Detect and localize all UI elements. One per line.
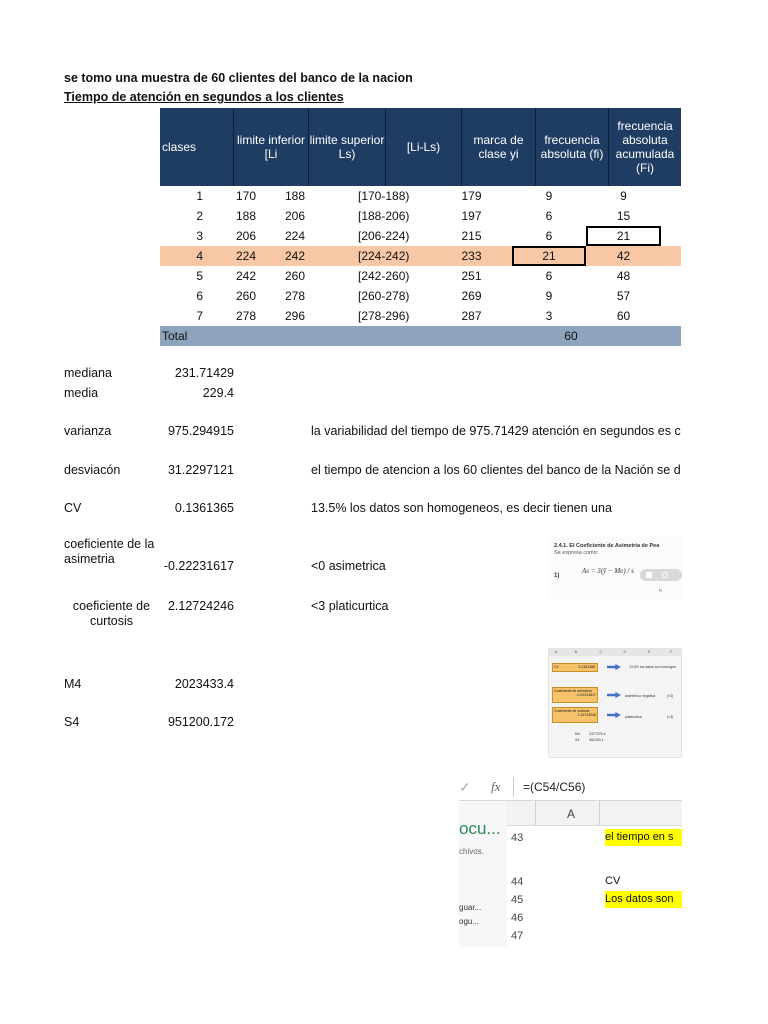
cell-intervalo: [260-278): [358, 289, 410, 303]
mini-m4-label: M4: [575, 732, 580, 736]
mini-col-b: B: [574, 649, 578, 654]
cell-limite-superior: 206: [285, 209, 306, 223]
mediana-value: 231.71429: [174, 366, 234, 380]
side-panel-item-2[interactable]: ogu...: [459, 917, 480, 926]
header-divider: [535, 801, 536, 825]
pause-icon: [646, 572, 652, 578]
cv-value: 0.1361365: [174, 501, 234, 515]
cell-limite-superior: 278: [285, 289, 306, 303]
s4-value: 951200.172: [167, 715, 234, 729]
cell-marca-clase: 179: [461, 189, 482, 203]
excel-row: [507, 909, 682, 927]
excel-row: [507, 891, 682, 909]
desviacion-note: el tiempo de atencion a los 60 clientes del banco de la Nación se d: [311, 463, 681, 477]
cell-frecuencia-acumulada: 15: [616, 209, 631, 223]
formula-expression: As = 3(ȳ − Me) / s: [582, 567, 634, 575]
cell-frecuencia-acumulada: 57: [616, 289, 631, 303]
excel-rows: [507, 825, 682, 947]
cell-intervalo: [206-224): [358, 229, 410, 243]
cell-marca-clase: 197: [461, 209, 482, 223]
cell-frecuencia-acumulada: 9: [620, 189, 627, 203]
cell-marca-clase: 215: [461, 229, 482, 243]
cell-limite-inferior: 260: [236, 289, 257, 303]
mini-curt-note: platicurtica: [625, 715, 642, 719]
mini-curt-value: 2.12724246: [577, 713, 596, 717]
asimetria-label: coeficiente de la asimetria: [64, 537, 155, 566]
cell-intervalo: [278-296): [358, 309, 410, 323]
cv-label: CV: [64, 501, 82, 515]
cell-frecuencia-acumulada: 21: [586, 226, 661, 246]
media-value: 229.4: [202, 386, 234, 400]
total-label: Total: [162, 329, 188, 343]
mini-asim-note: asimetrica negativa: [625, 694, 656, 698]
cell-limite-superior: 260: [285, 269, 306, 283]
header-frecuencia-acumulada: frecuencia absoluta acumulada (Fi): [615, 119, 675, 175]
column-header-a[interactable]: A: [567, 807, 576, 821]
header-clases: clases: [160, 108, 234, 186]
arrow-right-icon: [607, 692, 621, 698]
mini-cv-value: 0.1361365: [578, 665, 595, 669]
cell-clase: 1: [196, 189, 203, 203]
mini-cv-cell: [552, 663, 598, 672]
row-number[interactable]: 46: [511, 912, 524, 924]
total-row: [160, 326, 681, 346]
table-header: [160, 108, 681, 186]
row-number[interactable]: 43: [511, 832, 524, 844]
formula-sub: Se expresa como:: [554, 550, 599, 556]
header-marca-clase: marca de clase yi: [462, 108, 536, 186]
cell-frecuencia-absoluta: 9: [545, 289, 553, 303]
mini-asim-cell: [552, 687, 598, 703]
table-row: [160, 286, 681, 306]
column-header-bar: [507, 801, 682, 826]
cell-frecuencia-absoluta: 6: [545, 269, 553, 283]
cell-intervalo: [242-260): [358, 269, 410, 283]
s4-label: S4: [64, 715, 80, 729]
cell-frecuencia-absoluta: 3: [545, 309, 553, 323]
table-row: [160, 226, 681, 246]
cell-intervalo: [224-242): [358, 249, 410, 263]
cell-marca-clase: 251: [461, 269, 482, 283]
cell-intervalo: [188-206): [358, 209, 410, 223]
curtosis-value: 2.12724246: [167, 599, 234, 613]
cell-limite-superior: 188: [285, 189, 306, 203]
total-value: 60: [564, 329, 578, 343]
cell-limite-inferior: 242: [236, 269, 257, 283]
cell-frecuencia-acumulada: 48: [616, 269, 631, 283]
fx-icon: fx: [491, 779, 501, 794]
mini-asim-note2: (<0): [667, 694, 674, 698]
table-body: [160, 186, 681, 326]
mini-s4-value: 951200.1: [589, 738, 604, 742]
table-row: [160, 186, 681, 206]
sample-title: se tomo una muestra de 60 clientes del banco de la nacion: [64, 71, 413, 85]
cell-marca-clase: 287: [461, 309, 482, 323]
formula-divider: [513, 777, 514, 797]
cell-frecuencia-absoluta: 21: [512, 246, 586, 266]
excel-crop-screenshot: [459, 775, 682, 947]
mini-col-a: A: [554, 649, 558, 654]
m4-value: 2023433.4: [174, 677, 234, 691]
mini-curt-note2: (<3): [667, 715, 674, 719]
cell-clase: 6: [196, 289, 203, 303]
formula-bar: [459, 775, 682, 801]
cell-frecuencia-acumulada: 42: [616, 249, 631, 263]
cell-clase: 3: [196, 229, 203, 243]
cell-limite-superior: 296: [285, 309, 306, 323]
table-row: [160, 246, 681, 266]
mini-curt-label: Coeficiente de curtosis: [554, 709, 590, 713]
side-panel-item-1[interactable]: guar...: [459, 903, 482, 912]
check-icon: ✓: [459, 779, 471, 795]
row-number[interactable]: 45: [511, 894, 524, 906]
cell-frecuencia-absoluta: 6: [545, 229, 553, 243]
cell-limite-inferior: 170: [236, 189, 257, 203]
desviacion-value: 31.2297121: [167, 463, 234, 477]
header-divider: [599, 801, 600, 825]
excel-row: [507, 829, 682, 847]
cell-frecuencia-absoluta: 9: [545, 189, 553, 203]
curtosis-label: coeficiente de curtosis: [72, 599, 151, 628]
table-row: [160, 266, 681, 286]
table-title: Tiempo de atención en segundos a los clientes: [64, 90, 344, 104]
table-row: [160, 206, 681, 226]
cell-text[interactable]: Los datos son: [605, 891, 682, 908]
arrow-right-icon: [607, 712, 621, 718]
mini-cv-label: CV: [554, 665, 559, 669]
cell-limite-superior: 242: [285, 249, 306, 263]
asimetria-value: -0.22231617: [163, 559, 234, 573]
mini-col-f: F: [669, 649, 673, 654]
excel-row: [507, 873, 682, 891]
frequency-table: [160, 108, 681, 346]
desviacion-label: desviacón: [64, 463, 121, 477]
media-controls: [640, 569, 682, 581]
cell-limite-inferior: 224: [236, 249, 257, 263]
mini-asim-value: -0.22231617: [576, 693, 596, 697]
cell-frecuencia-acumulada: 60: [616, 309, 631, 323]
asimetria-note: <0 asimetrica: [311, 559, 386, 573]
cell-limite-superior: 224: [285, 229, 306, 243]
cv-note: 13.5% los datos son homogeneos, es decir tienen una: [311, 501, 612, 515]
mini-cv-note: 13,6% los datos son homogen: [629, 665, 677, 669]
record-icon: [662, 572, 668, 578]
cell-marca-clase: 269: [461, 289, 482, 303]
cell-text[interactable]: CV: [605, 875, 621, 887]
varianza-value: 975.294915: [167, 424, 234, 438]
mini-col-c: C: [599, 649, 603, 654]
excel-row: [507, 927, 682, 945]
cursor-icon: ↳: [658, 588, 664, 594]
varianza-label: varianza: [64, 424, 112, 438]
header-frecuencia-absoluta: frecuencia absoluta (fi): [536, 108, 609, 186]
table-row: [160, 306, 681, 326]
mini-column-headers: [549, 649, 682, 656]
cell-text[interactable]: [605, 909, 609, 926]
formula-heading: 2.4.1. El Coeficiente de Asimetría de Pea: [554, 543, 660, 549]
header-limite-superior: limite superior Ls): [309, 108, 386, 186]
formula-number: 1): [554, 573, 560, 579]
cell-text[interactable]: el tiempo en s: [605, 829, 682, 846]
mini-asim-label: Coeficiente de asimetría: [554, 689, 592, 693]
m4-label: M4: [64, 677, 82, 691]
varianza-note: la variabilidad del tiempo de 975.71429 atención en segundos es c: [311, 424, 681, 438]
curtosis-note: <3 platicurtica: [311, 599, 389, 613]
media-label: media: [64, 386, 99, 400]
cell-limite-inferior: 188: [236, 209, 257, 223]
spreadsheet-thumbnail: [548, 648, 682, 758]
header-limite-inferior: limite inferior [Li: [234, 108, 309, 186]
cell-limite-inferior: 278: [236, 309, 257, 323]
side-panel: [459, 801, 507, 947]
formula-text[interactable]: =(C54/C56): [523, 780, 586, 794]
cell-limite-inferior: 206: [236, 229, 257, 243]
mini-curt-cell: [552, 707, 598, 723]
cell-clase: 4: [196, 249, 203, 263]
row-number[interactable]: 47: [511, 930, 524, 942]
mini-col-e: E: [647, 649, 651, 654]
cell-clase: 7: [196, 309, 203, 323]
mini-m4-value: 2477075.4: [589, 732, 606, 736]
cell-clase: 5: [196, 269, 203, 283]
cell-text[interactable]: [605, 927, 609, 944]
cell-clase: 2: [196, 209, 203, 223]
asymmetry-formula-screenshot: [548, 537, 682, 599]
header-intervalo: [Li-Ls): [386, 108, 462, 186]
mini-col-d: D: [623, 649, 627, 654]
row-number[interactable]: 44: [511, 876, 524, 888]
side-panel-title: ocu...: [459, 819, 501, 838]
side-panel-sub: chivos.: [459, 847, 484, 856]
cell-frecuencia-absoluta: 6: [545, 209, 553, 223]
mediana-label: mediana: [64, 366, 112, 380]
mini-s4-label: S4: [575, 738, 580, 742]
cell-intervalo: [170-188): [358, 189, 410, 203]
cell-marca-clase: 233: [461, 249, 482, 263]
arrow-right-icon: [607, 664, 621, 670]
